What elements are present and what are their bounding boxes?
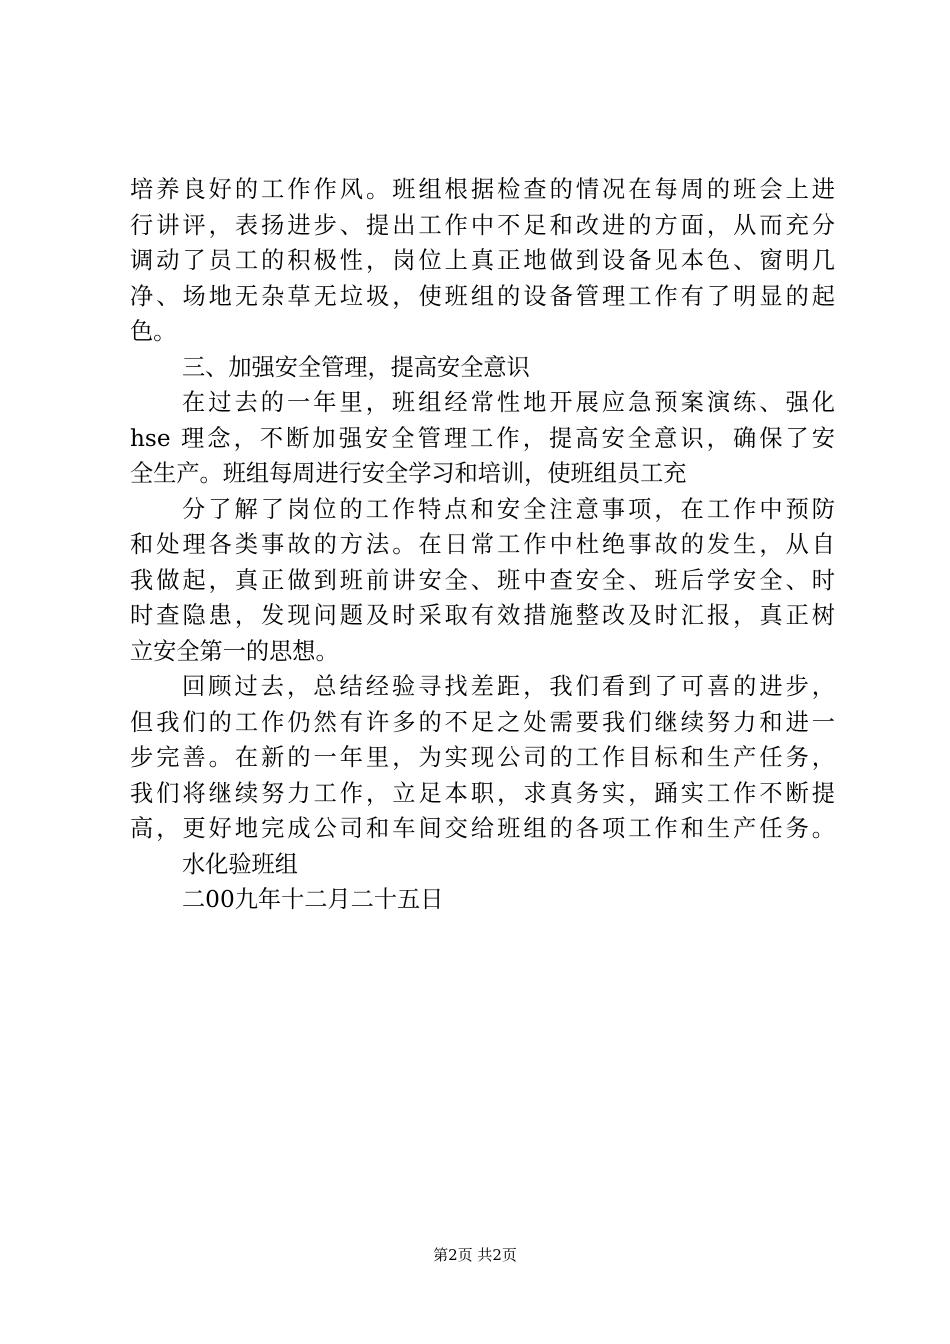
text-line: hse 理念，不断加强安全管理工作，提高安全意识，确保了安 [130, 424, 835, 452]
text-line: 水化验班组 [182, 850, 298, 878]
text-line: 我们将继续努力工作，立足本职，求真务实，踊实工作不断提 [130, 779, 835, 807]
text-line: 回顾过去，总结经验寻找差距，我们看到了可喜的进步， [182, 673, 835, 700]
text-line: 步完善。在新的一年里，为实现公司的工作目标和生产任务， [130, 744, 835, 771]
text-line: 我做起，真正做到班前讲安全、班中查安全、班后学安全、时 [130, 566, 835, 594]
page-footer: 第2页 共2页 [433, 1246, 517, 1264]
text-line: 全生产。班组每周进行安全学习和培训，使班组员工充 [130, 460, 687, 487]
text-line: 净、场地无杂草无垃圾，使班组的设备管理工作有了明显的起 [130, 282, 835, 310]
text-line: 调动了员工的积极性，岗位上真正地做到设备见本色、窗明几 [130, 247, 835, 274]
document-body [130, 172, 835, 918]
text-line: 分了解了岗位的工作特点和安全注意事项，在工作中预防 [182, 495, 835, 523]
text-line: 行讲评，表扬进步、提出工作中不足和改进的方面，从而充分 [130, 211, 835, 239]
text-line: 和处理各类事故的方法。在日常工作中杜绝事故的发生，从自 [130, 531, 835, 558]
text-line: 但我们的工作仍然有许多的不足之处需要我们继续努力和进一 [130, 708, 835, 736]
text-line: 三、加强安全管理，提高安全意识 [182, 353, 530, 381]
text-line: 色。 [130, 318, 177, 345]
text-line: 高，更好地完成公司和车间交给班组的各项工作和生产任务。 [130, 815, 835, 842]
text-line: 时查隐患，发现问题及时采取有效措施整改及时汇报，真正树 [130, 602, 835, 629]
text-line: 在过去的一年里，班组经常性地开展应急预案演练、强化 [182, 389, 835, 416]
text-line: 培养良好的工作作风。班组根据检查的情况在每周的班会上进 [130, 176, 835, 203]
text-line: 立安全第一的思想。 [130, 637, 339, 665]
text-line: 二00九年十二月二十五日 [182, 886, 444, 913]
